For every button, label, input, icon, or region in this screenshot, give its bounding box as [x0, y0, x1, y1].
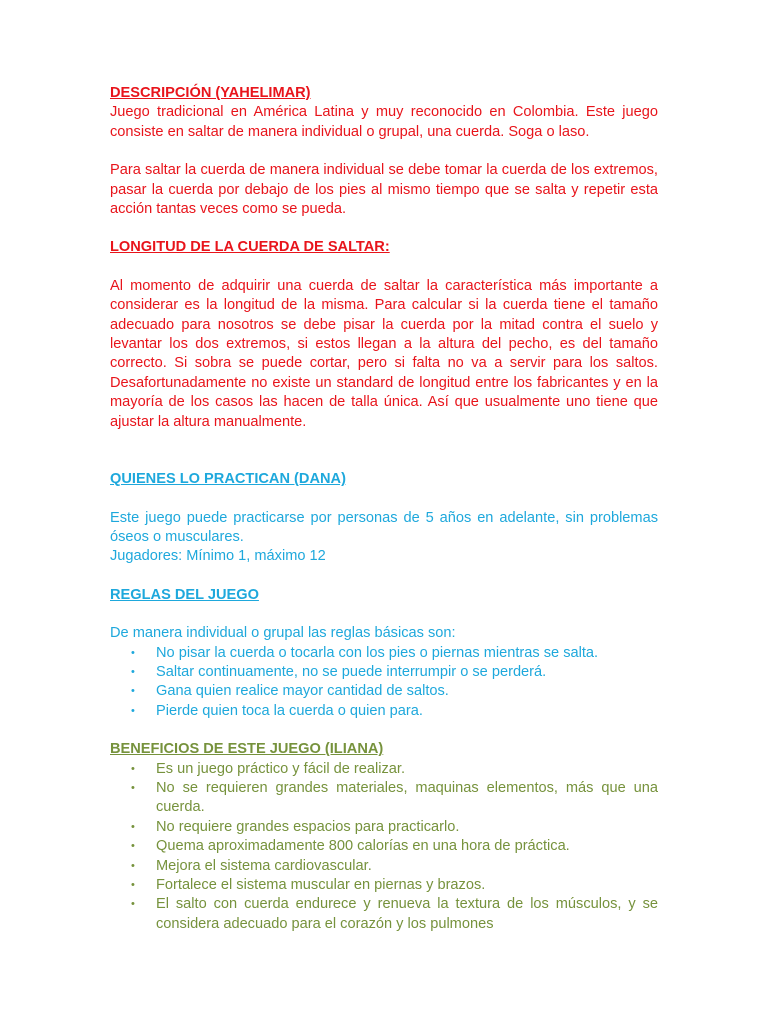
reglas-intro: De manera individual o grupal las reglas básicas son:: [110, 625, 456, 642]
heading-reglas: REGLAS DEL JUEGO: [110, 586, 259, 603]
list-item: • Es un juego práctico y fácil de realizar.: [110, 760, 658, 779]
section-reglas: [110, 586, 658, 721]
heading-quienes: QUIENES LO PRACTICAN (DANA): [110, 471, 346, 488]
heading-longitud: LONGITUD DE LA CUERDA DE SALTAR:: [110, 239, 390, 256]
bullet-icon: •: [131, 820, 135, 833]
section-beneficios: [110, 740, 658, 934]
bullet-icon: •: [131, 704, 135, 717]
descripcion-paragraph-1: Juego tradicional en América Latina y muy reconocido en Colombia. Este juego consiste en saltar de manera individual o grupal, una cuerda. Soga o laso.: [110, 104, 658, 140]
document-page: [110, 84, 658, 934]
bullet-icon: •: [131, 840, 135, 853]
bullet-icon: •: [131, 646, 135, 659]
bullet-icon: •: [131, 665, 135, 678]
bullet-icon: •: [131, 859, 135, 872]
bullet-icon: •: [131, 685, 135, 698]
list-item: • Gana quien realice mayor cantidad de saltos.: [110, 682, 658, 701]
reglas-list: [110, 644, 658, 722]
list-item: • Pierde quien toca la cuerda o quien para.: [110, 702, 658, 721]
longitud-paragraph: Al momento de adquirir una cuerda de saltar la característica más importante a considerar es la longitud de la misma. Para calcular si la cuerda tiene el tamaño adecuado para nosotros se debe pisar la cuerda por la mitad contra el suelo y levantar los dos extremos, si estos llegan a la altura del pecho, es del tamaño correcto. Si sobra se puede cortar, pero si falta no va a servir para los saltos. Desafortunadamente no existe un standard de longitud entre los fabricantes y en la mayoría de los casos las hacen de talla única. Así que usualmente uno tiene que ajustar la altura manualmente.: [110, 277, 658, 430]
bullet-icon: •: [131, 781, 135, 794]
list-item: • Quema aproximadamente 800 calorías en una hora de práctica.: [110, 837, 658, 856]
bullet-icon: •: [131, 879, 135, 891]
beneficios-list: [110, 760, 658, 935]
list-item: • Saltar continuamente, no se puede interrumpir o se perderá.: [110, 663, 658, 682]
bullet-icon: •: [131, 762, 135, 775]
bullet-icon: •: [131, 898, 135, 911]
list-item: • Fortalece el sistema muscular en piernas y brazos.: [110, 876, 658, 895]
section-longitud: [110, 238, 658, 432]
section-descripcion: [110, 84, 658, 219]
list-item: • Mejora el sistema cardiovascular.: [110, 857, 658, 876]
quienes-jugadores: Jugadores: Mínimo 1, máximo 12: [110, 548, 326, 565]
list-item: • No pisar la cuerda o tocarla con los pies o piernas mientras se salta.: [110, 644, 658, 663]
list-item: • No requiere grandes espacios para practicarlo.: [110, 818, 658, 837]
section-quienes: [110, 470, 658, 567]
heading-descripcion: DESCRIPCIÓN (YAHELIMAR): [110, 85, 311, 101]
heading-beneficios: BENEFICIOS DE ESTE JUEGO (ILIANA): [110, 741, 384, 758]
quienes-paragraph: Este juego puede practicarse por personas de 5 años en adelante, sin problemas óseos o musculares.: [110, 509, 658, 545]
descripcion-paragraph-2: Para saltar la cuerda de manera individual se debe tomar la cuerda de los extremos, pasar la cuerda por debajo de los pies al mismo tiempo que se salta y repetir esta acción tantas veces como se pueda.: [110, 162, 658, 218]
list-item: • No se requieren grandes materiales, maquinas elementos, más que una cuerda.: [131, 779, 658, 816]
list-item: • El salto con cuerda endurece y renueva la textura de los músculos, y se considera adecuado para el corazón y los pulmones: [131, 896, 658, 932]
